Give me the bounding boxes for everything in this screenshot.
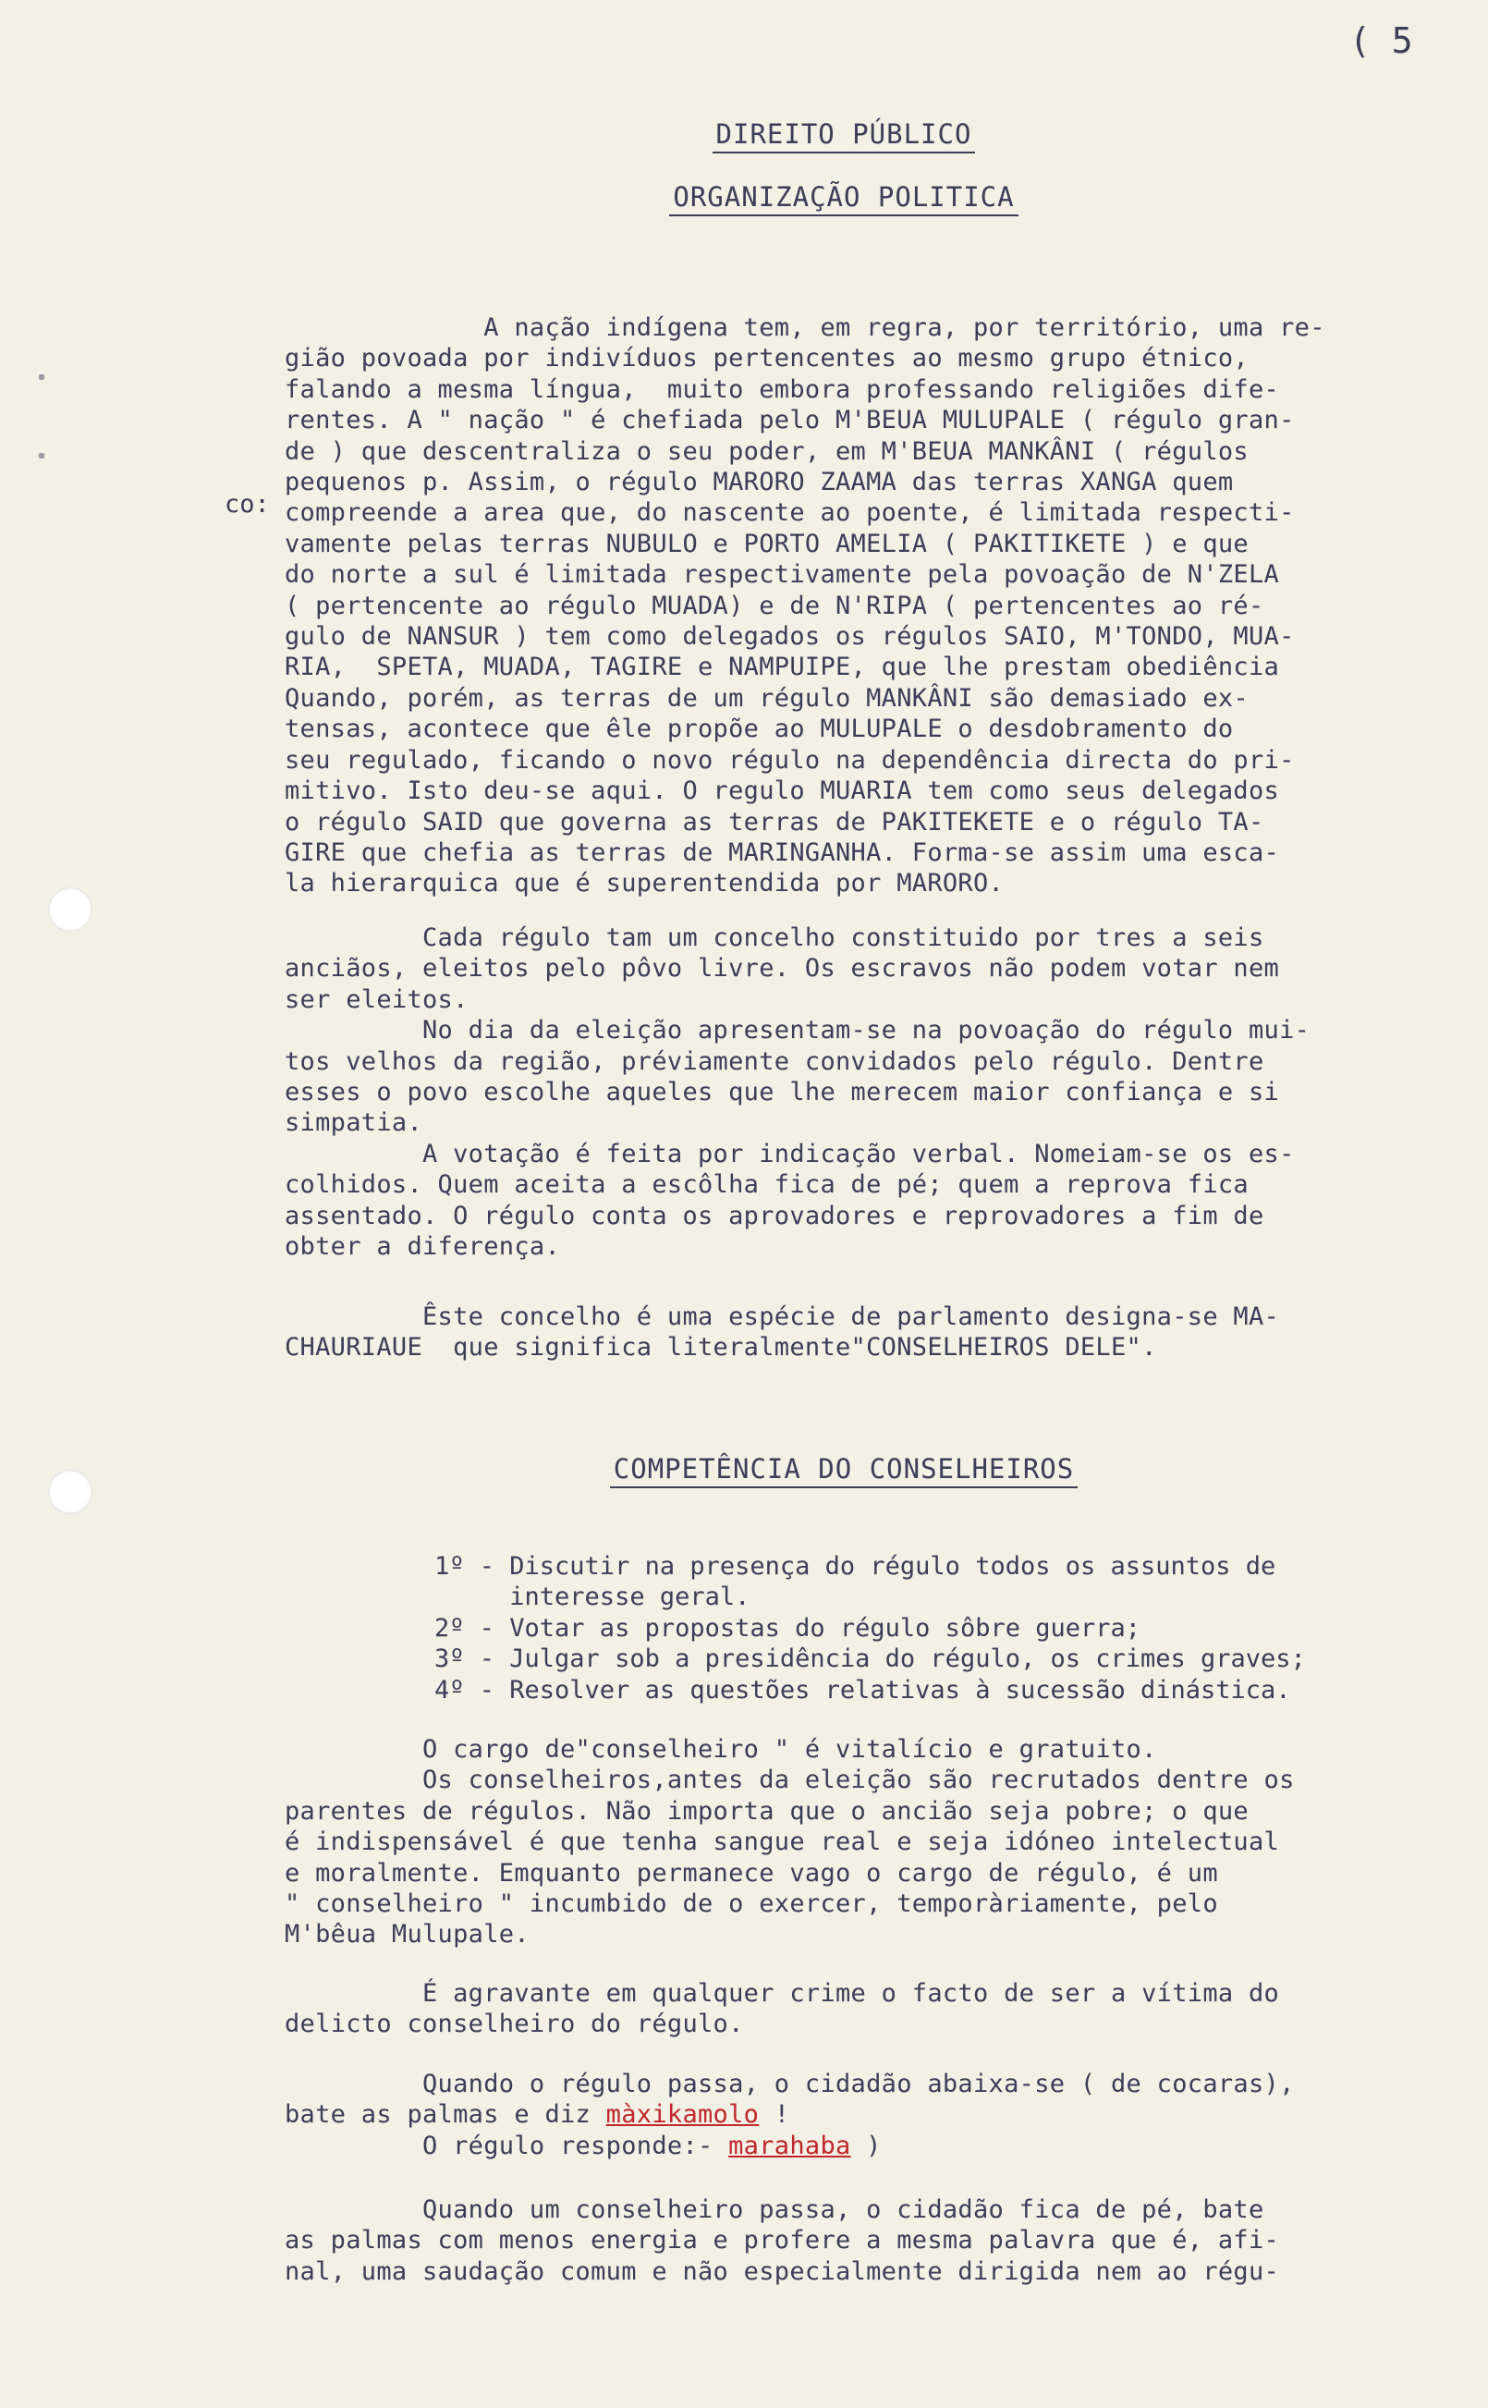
paragraph-parliament: [285, 1302, 1486, 1363]
paragraph-council: [285, 923, 1486, 1262]
text-line: la hierarquica que é superentendida por MARORO.: [285, 869, 1005, 898]
text-line: tensas, acontece que êle propõe ao MULUPALE o desdobramento do: [285, 715, 1234, 744]
text-line: anciãos, eleitos pelo pôvo livre. Os escravos não podem votar nem: [285, 954, 1280, 984]
text-line: falando a mesma língua, muito embora professando religiões dife-: [285, 374, 1280, 404]
paper-fleck: [39, 374, 44, 380]
section-title: COMPETÊNCIA DO CONSELHEIROS: [0, 1453, 1512, 1485]
text-line: CHAURIAUE que significa literalmente"CONSELHEIROS DELE".: [285, 1333, 1157, 1363]
text-line: parentes de régulos. Não importa que o ancião seja pobre; o que: [285, 1796, 1249, 1826]
competencies-list: [434, 1551, 1488, 1705]
text-line: bate as palmas e diz màxikamolo !: [285, 2100, 790, 2130]
text-line: simpatia.: [285, 1108, 422, 1138]
text-line: Cada régulo tam um concelho constituido por tres a seis: [285, 923, 1264, 952]
scan-margin: [1488, 0, 1512, 2408]
text-line: Êste concelho é uma espécie de parlamento designa-se MA-: [285, 1302, 1280, 1331]
text-line: obter a diferença.: [285, 1232, 560, 1262]
paragraph-aggravating: [285, 1978, 1486, 2040]
text-line: tos velhos da região, préviamente convidados pelo régulo. Dentre: [285, 1046, 1264, 1076]
text-line: assentado. O régulo conta os aprovadores e reprovadores a fim de: [285, 1201, 1264, 1230]
text-line: gulo de NANSUR ) tem como delegados os régulos SAIO, M'TONDO, MUA-: [285, 622, 1295, 652]
text-line: de ) que descentraliza o seu poder, em M'BEUA MANKÂNI ( régulos: [285, 436, 1249, 466]
text-line: esses o povo escolhe aqueles que lhe merecem maior confiança e si: [285, 1078, 1280, 1107]
text-line: ser eleitos.: [285, 984, 469, 1014]
text-line: é indispensável é que tenha sangue real e seja idóneo intelectual: [285, 1827, 1280, 1857]
list-item: 2º - Votar as propostas do régulo sôbre guerra;: [434, 1613, 1141, 1643]
text-line: colhidos. Quem aceita a escôlha fica de pé; quem a reprova fica: [285, 1170, 1249, 1200]
text-line: M'bêua Mulupale.: [285, 1920, 530, 1950]
text-line: Quando o régulo passa, o cidadão abaixa-se ( de cocaras),: [285, 2070, 1295, 2098]
text-line: e moralmente. Emquanto permanece vago o cargo de régulo, é um: [285, 1858, 1218, 1888]
text-line: compreende a area que, do nascente ao poente, é limitada respecti-: [285, 498, 1295, 528]
text-line: delicto conselheiro do régulo.: [285, 2010, 744, 2039]
text-line: A nação indígena tem, em regra, por território, uma re-: [285, 313, 1325, 342]
paragraph-nation: [285, 312, 1486, 899]
text-line: O régulo responde:- marahaba ): [285, 2131, 882, 2160]
text-line: pequenos p. Assim, o régulo MARORO ZAAMA das terras XANGA quem: [285, 468, 1234, 497]
text-line: Quando um conselheiro passa, o cidadão fica de pé, bate: [285, 2195, 1264, 2224]
text-line: seu regulado, ficando o novo régulo na dependência directa do pri-: [285, 745, 1295, 775]
text-line: " conselheiro " incumbido de o exercer, temporàriamente, pelo: [285, 1889, 1218, 1919]
list-item: 4º - Resolver as questões relativas à sucessão dinástica.: [434, 1675, 1291, 1705]
paragraph-office: [285, 1734, 1486, 1950]
response-word: marahaba: [728, 2131, 851, 2160]
text-line: Quando, porém, as terras de um régulo MANKÂNI são demasiado ex-: [285, 683, 1249, 713]
text-line: do norte a sul é limitada respectivamente pela povoação de N'ZELA: [285, 560, 1280, 590]
text-line: Os conselheiros,antes da eleição são recrutados dentre os: [285, 1766, 1295, 1795]
margin-note: co:: [225, 490, 270, 519]
page-number: ( 5: [1349, 20, 1413, 61]
text-line: RIA, SPETA, MUADA, TAGIRE e NAMPUIPE, que lhe prestam obediência: [285, 653, 1280, 682]
text-line: O cargo de"conselheiro " é vitalício e gratuito.: [285, 1735, 1157, 1764]
text-line: o régulo SAID que governa as terras de PAKITEKETE e o régulo TA-: [285, 807, 1264, 837]
text-line: gião povoada por indivíduos pertencentes ao mesmo grupo étnico,: [285, 344, 1249, 373]
text-line: ( pertencente ao régulo MUADA) e de N'RIPA ( pertencentes ao ré-: [285, 591, 1264, 620]
subtitle: ORGANIZAÇÃO POLITICA: [0, 181, 1512, 213]
text-line: mitivo. Isto deu-se aqui. O regulo MUARIA tem como seus delegados: [285, 776, 1280, 806]
text-line: GIRE que chefia as terras de MARINGANHA. Forma-se assim uma esca-: [285, 837, 1280, 867]
text-line: as palmas com menos energia e profere a mesma palavra que é, afi-: [285, 2226, 1280, 2255]
list-item: 1º - Discutir na presença do régulo todos os assuntos de: [434, 1552, 1276, 1581]
paragraph-greeting: [285, 2069, 1486, 2161]
text-line: No dia da eleição apresentam-se na povoação do régulo mui-: [285, 1016, 1311, 1045]
punch-hole: [48, 887, 92, 932]
text-line: nal, uma saudação comum e não especialmente dirigida nem ao régu-: [285, 2256, 1280, 2286]
list-item: interesse geral.: [434, 1583, 750, 1612]
paragraph-councillor-passing: [285, 2194, 1486, 2287]
text-line: rentes. A " nação " é chefiada pelo M'BEUA MULUPALE ( régulo gran-: [285, 406, 1295, 435]
paper-fleck: [39, 453, 44, 458]
text-line: A votação é feita por indicação verbal. Nomeiam-se os es-: [285, 1139, 1295, 1168]
main-title: DIREITO PÚBLICO: [0, 118, 1512, 150]
text-line: É agravante em qualquer crime o facto de ser a vítima do: [285, 1979, 1280, 2008]
list-item: 3º - Julgar sob a presidência do régulo, os crimes graves;: [434, 1644, 1306, 1674]
text-line: vamente pelas terras NUBULO e PORTO AMELIA ( PAKITIKETE ) e que: [285, 529, 1249, 558]
greeting-word: màxikamolo: [605, 2100, 760, 2130]
